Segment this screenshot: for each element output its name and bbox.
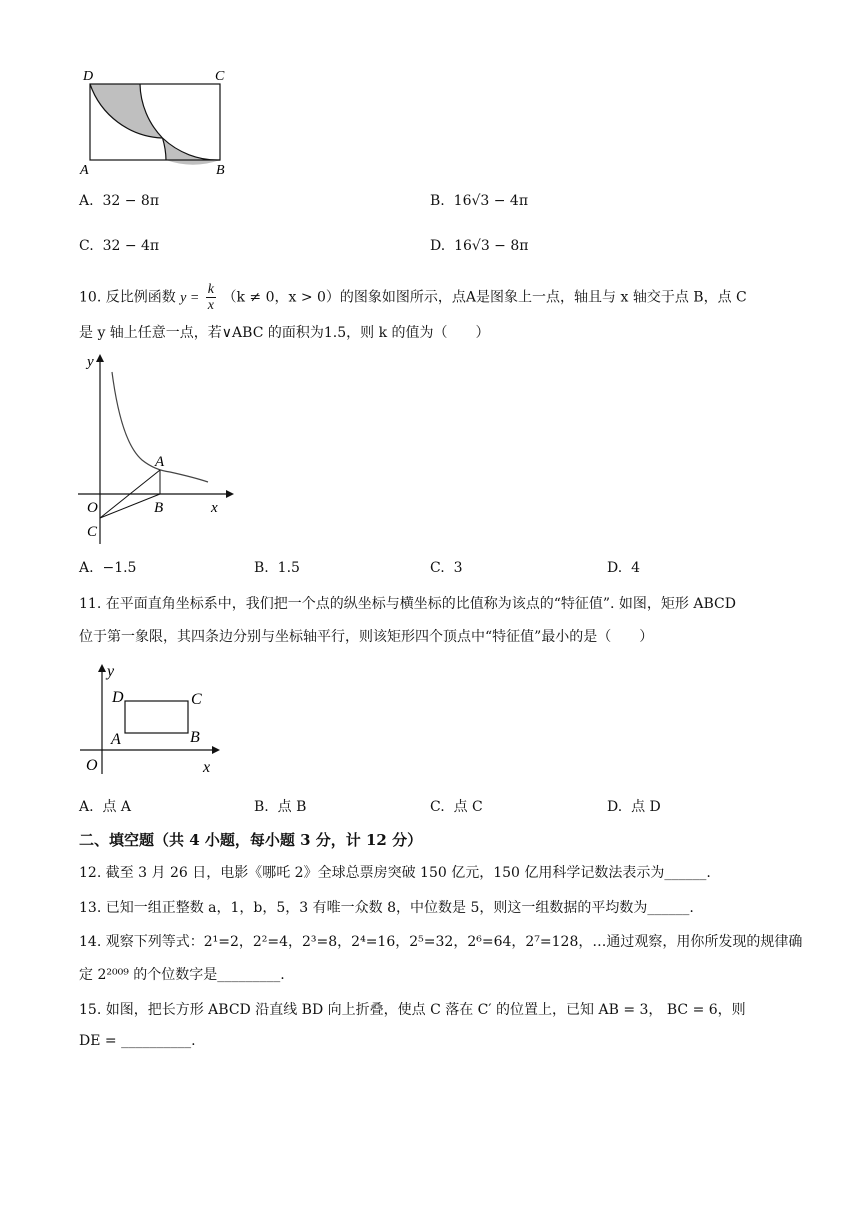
q9-label-a: A (80, 163, 89, 178)
q10-label-y: y (87, 354, 94, 370)
q9-option-a: A. 32 − 8π (79, 193, 160, 209)
q10-option-a: A. −1.5 (79, 560, 137, 576)
q9-option-b: B. 16√3 − 4π (430, 193, 529, 209)
q11-label-x: x (203, 759, 211, 776)
q11-option-c: C. 点 C (430, 799, 483, 815)
q9-figure (74, 64, 234, 182)
q10-y-arrow (96, 354, 104, 362)
q10-figure (78, 348, 234, 548)
q10-label-b: B (154, 500, 164, 516)
q11-label-b: B (190, 729, 200, 746)
q13-text: 13. 已知一组正整数 a，1，b，5，3 有唯一众数 8，中位数是 5，则这一组数据的平均数为______. (79, 900, 694, 916)
q10-label-c: C (87, 524, 98, 540)
q10-line1: 10. 反比例函数 y = $\frac{k}{x}$ （k ≠ 0，x > 0）的图象如图所示，点A是图象上一点，轴且与 x 轴交于点 B，点 C (79, 282, 747, 313)
q9-shaded-right (163, 138, 221, 165)
q11-line2: 位于第一象限，其四条边分别与坐标轴平行，则该矩形四个顶点中“特征值”最小的是（ ） (79, 629, 654, 645)
q11-label-y: y (107, 663, 115, 680)
q14-line2: 定 2²⁰⁰⁹ 的个位数字是_________. (79, 967, 285, 983)
q11-figure (80, 660, 220, 778)
q15-line1: 15. 如图，把长方形 ABCD 沿直线 BD 向上折叠，使点 C 落在 C′ 的位置上，已知 AB = 3， BC = 6，则 (79, 1002, 746, 1018)
q12-text: 12. 截至 3 月 26 日，电影《哪吒 2》全球总票房突破 150 亿元，150 亿用科学记数法表示为______. (79, 865, 711, 881)
q14-line1: 14. 观察下列等式：2¹=2，2²=4，2³=8，2⁴=16，2⁵=32，2⁶=64，2⁷=128，…通过观察，用你所发现的规律确 (79, 934, 803, 950)
q10-segment-cb (100, 494, 160, 518)
section2-title: 二、填空题（共 4 小题，每小题 3 分，计 12 分） (79, 831, 423, 849)
q11-option-d: D. 点 D (607, 799, 661, 815)
q9-option-c: C. 32 − 4π (79, 238, 160, 254)
q11-option-b: B. 点 B (254, 799, 307, 815)
q11-x-arrow (212, 746, 220, 754)
q15-line2: DE = __________. (79, 1033, 196, 1049)
q10-label-a: A (155, 454, 165, 470)
q9-label-c: C (215, 69, 225, 84)
q11-label-c: C (191, 691, 202, 708)
q10-option-d: D. 4 (607, 560, 641, 576)
q10-option-b: B. 1.5 (254, 560, 300, 576)
q10-option-c: C. 3 (430, 560, 463, 576)
q10-x-arrow (226, 490, 234, 498)
q11-label-a: A (111, 731, 121, 748)
q11-line1: 11. 在平面直角坐标系中，我们把一个点的纵坐标与横坐标的比值称为该点的“特征值”. 如图，矩形 ABCD (79, 596, 736, 612)
q11-label-o: O (86, 757, 98, 774)
q9-label-b: B (216, 163, 225, 178)
q11-option-a: A. 点 A (79, 799, 132, 815)
q9-shaded-left (90, 84, 163, 138)
q11-rectangle (125, 701, 188, 733)
q10-line2: 是 y 轴上任意一点，若∨ABC 的面积为1.5，则 k 的值为（ ） (79, 325, 490, 341)
q10-label-o: O (87, 500, 98, 516)
q9-label-d: D (83, 69, 94, 84)
q10-label-x: x (211, 500, 218, 516)
q9-option-d: D. 16√3 − 8π (430, 238, 529, 254)
q11-label-d: D (112, 689, 124, 706)
q11-y-arrow (98, 664, 106, 672)
